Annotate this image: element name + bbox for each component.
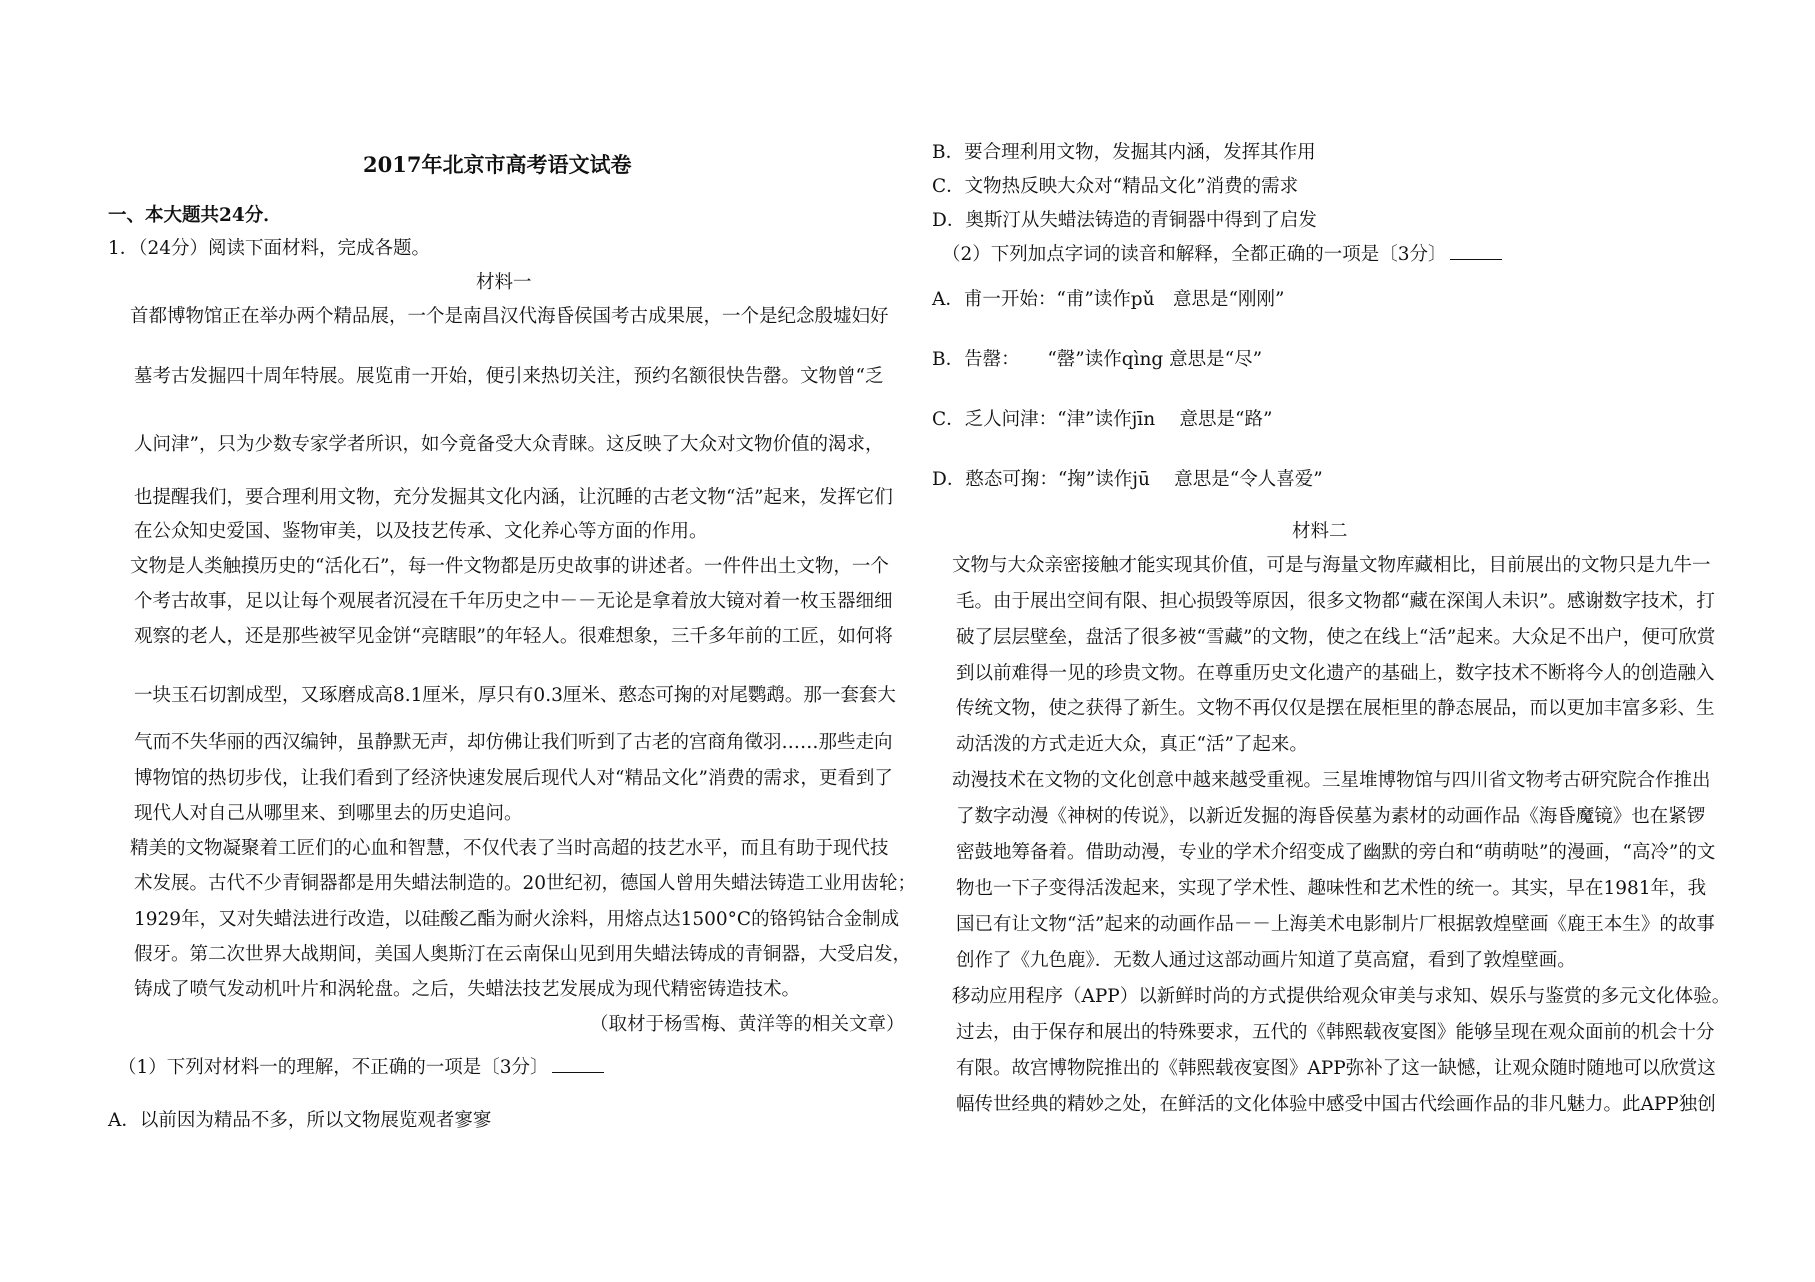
material-2-line: 创作了《九色鹿》．无数人通过这部动画片知道了莫高窟，看到了敦煌壁画。: [956, 950, 1576, 971]
material-2-line: 移动应用程序（APP）以新鲜时尚的方式提供给观众审美与求知、娱乐与鉴赏的多元文化体验。: [952, 986, 1731, 1007]
material-2-line: 物也一下子变得活泼起来，实现了学术性、趣味性和艺术性的统一。其实，早在1981年，我: [956, 878, 1707, 899]
material-2-line: 密鼓地筹备着。借助动漫，专业的学术介绍变成了幽默的旁白和“萌萌哒”的漫画，“高冷”的文: [956, 842, 1716, 863]
material-1-heading: 材料一: [476, 272, 532, 293]
sub-question-2-prompt: [942, 244, 1502, 266]
material-2-line: 幅传世经典的精妙之处，在鲜活的文化体验中感受中国古代绘画作品的非凡魅力。此APP独创: [956, 1094, 1716, 1115]
material-1-line: 个考古故事，足以让每个观展者沉浸在千年历史之中－－无论是拿着放大镜对着一枚玉器细细: [134, 591, 893, 612]
material-1-line: 墓考古发掘四十周年特展。展览甫一开始，便引来热切关注，预约名额很快告罄。文物曾“乏: [134, 366, 884, 387]
material-1-line: 在公众知史爱国、鉴物审美，以及技艺传承、文化养心等方面的作用。: [134, 521, 708, 542]
material-1-line: 假牙。第二次世界大战期间，美国人奥斯汀在云南保山见到用失蜡法铸成的青铜器，大受启发，: [134, 944, 912, 965]
sub-question-2-option-b: B．告罄： “罄”读作qìng 意思是“尽”: [932, 349, 1263, 370]
sub-question-1-option-d: D．奥斯汀从失蜡法铸造的青铜器中得到了启发: [932, 210, 1317, 231]
material-1-line: 一块玉石切割成型，又琢磨成高8.1厘米，厚只有0.3厘米、憨态可掬的对尾鹦鹉。那一套套大: [134, 685, 896, 706]
material-1-line: 1929年，又对失蜡法进行改造，以硅酸乙酯为耐火涂料，用熔点达1500°C的铬钨钴合金制成: [134, 909, 900, 930]
material-1-line: 观察的老人，还是那些被罕见金饼“亮瞎眼”的年轻人。很难想象，三千多年前的工匠，如何将: [134, 626, 893, 647]
material-2-line: 动漫技术在文物的文化创意中越来越受重视。三星堆博物馆与四川省文物考古研究院合作推出: [952, 770, 1711, 791]
material-1-line: 气而不失华丽的西汉编钟，虽静默无声，却仿佛让我们听到了古老的宫商角徵羽……那些走向: [134, 732, 893, 753]
question-1-intro: 1．（24分）阅读下面材料，完成各题。: [108, 238, 431, 259]
material-1-line: 文物是人类触摸历史的“活化石”，每一件文物都是历史故事的讲述者。一件件出土文物，一个: [130, 556, 889, 577]
material-2-line: 破了层层壁垒，盘活了很多被“雪藏”的文物，使之在线上“活”起来。大众足不出户，便可欣赏: [956, 627, 1716, 648]
material-2-heading: 材料二: [1292, 521, 1348, 542]
material-1-line: 术发展。古代不少青铜器都是用失蜡法制造的。20世纪初，德国人曾用失蜡法铸造工业用齿轮；: [134, 873, 917, 894]
sub-question-1-option-a: A．以前因为精品不多，所以文物展览观者寥寥: [108, 1110, 492, 1131]
material-2-line: 了数字动漫《神树的传说》，以新近发掘的海昏侯墓为素材的动画作品《海昏魔镜》也在紧锣: [956, 806, 1706, 827]
sub-question-2-option-c: C．乏人问津：“津”读作jīn 意思是“路”: [932, 409, 1273, 430]
material-2-line: 国已有让文物“活”起来的动画作品－－上海美术电影制片厂根据敦煌壁画《鹿王本生》的故事: [956, 914, 1715, 935]
material-1-line: 博物馆的热切步伐，让我们看到了经济快速发展后现代人对“精品文化”消费的需求，更看到了: [134, 768, 893, 789]
material-2-line: 过去，由于保存和展出的特殊要求，五代的《韩熙载夜宴图》能够呈现在观众面前的机会十分: [956, 1022, 1715, 1043]
sub-question-2-option-d: D．憨态可掬：“掬”读作jū 意思是“令人喜爱”: [932, 469, 1323, 490]
material-1-line: 铸成了喷气发动机叶片和涡轮盘。之后，失蜡法技艺发展成为现代精密铸造技术。: [134, 979, 801, 1000]
page-title: 2017年北京市高考语文试卷: [363, 152, 632, 177]
sub-question-1-option-b: B．要合理利用文物，发掘其内涵，发挥其作用: [932, 142, 1316, 163]
material-1-line: 现代人对自己从哪里来、到哪里去的历史追问。: [134, 803, 523, 824]
material-1-line: 首都博物馆正在举办两个精品展，一个是南昌汉代海昏侯国考古成果展，一个是纪念殷墟妇好: [130, 306, 889, 327]
material-1-line: 也提醒我们，要合理利用文物，充分发掘其文化内涵，让沉睡的古老文物“活”起来，发挥它们: [134, 487, 893, 508]
answer-blank[interactable]: [552, 1058, 604, 1073]
material-1-source: （取材于杨雪梅、黄洋等的相关文章）: [590, 1014, 905, 1035]
material-1-line: 精美的文物凝聚着工匠们的心血和智慧，不仅代表了当时高超的技艺水平，而且有助于现代技: [130, 838, 889, 859]
sub-question-2-option-a: A．甫一开始：“甫”读作pǔ 意思是“刚刚”: [932, 289, 1285, 310]
material-1-line: 人问津”，只为少数专家学者所识，如今竟备受大众青睐。这反映了大众对文物价值的渴求，: [134, 434, 884, 455]
material-2-line: 毛。由于展出空间有限、担心损毁等原因，很多文物都“藏在深闺人未识”。感谢数字技术，打: [956, 591, 1715, 612]
sub-question-1-prompt: [118, 1057, 604, 1079]
sub-question-1-prompt-text: （1）下列对材料一的理解，不正确的一项是〔3分〕: [118, 1057, 549, 1078]
material-2-line: 文物与大众亲密接触才能实现其价值，可是与海量文物库藏相比，目前展出的文物只是九牛一: [952, 555, 1711, 576]
sub-question-2-prompt-text: （2）下列加点字词的读音和解释，全都正确的一项是〔3分〕: [942, 244, 1447, 265]
answer-blank[interactable]: [1450, 245, 1502, 260]
material-2-line: 传统文物，使之获得了新生。文物不再仅仅是摆在展柜里的静态展品，而以更加丰富多彩、生: [956, 698, 1715, 719]
material-2-line: 有限。故宫博物院推出的《韩熙载夜宴图》APP弥补了这一缺憾，让观众随时随地可以欣赏这: [956, 1058, 1716, 1079]
sub-question-1-option-c: C．文物热反映大众对“精品文化”消费的需求: [932, 176, 1299, 197]
material-2-line: 到以前难得一见的珍贵文物。在尊重历史文化遗产的基础上，数字技术不断将今人的创造融入: [956, 663, 1715, 684]
material-2-line: 动活泼的方式走近大众，真正“活”了起来。: [956, 734, 1308, 755]
section-heading: 一、本大题共24分．: [108, 205, 282, 226]
